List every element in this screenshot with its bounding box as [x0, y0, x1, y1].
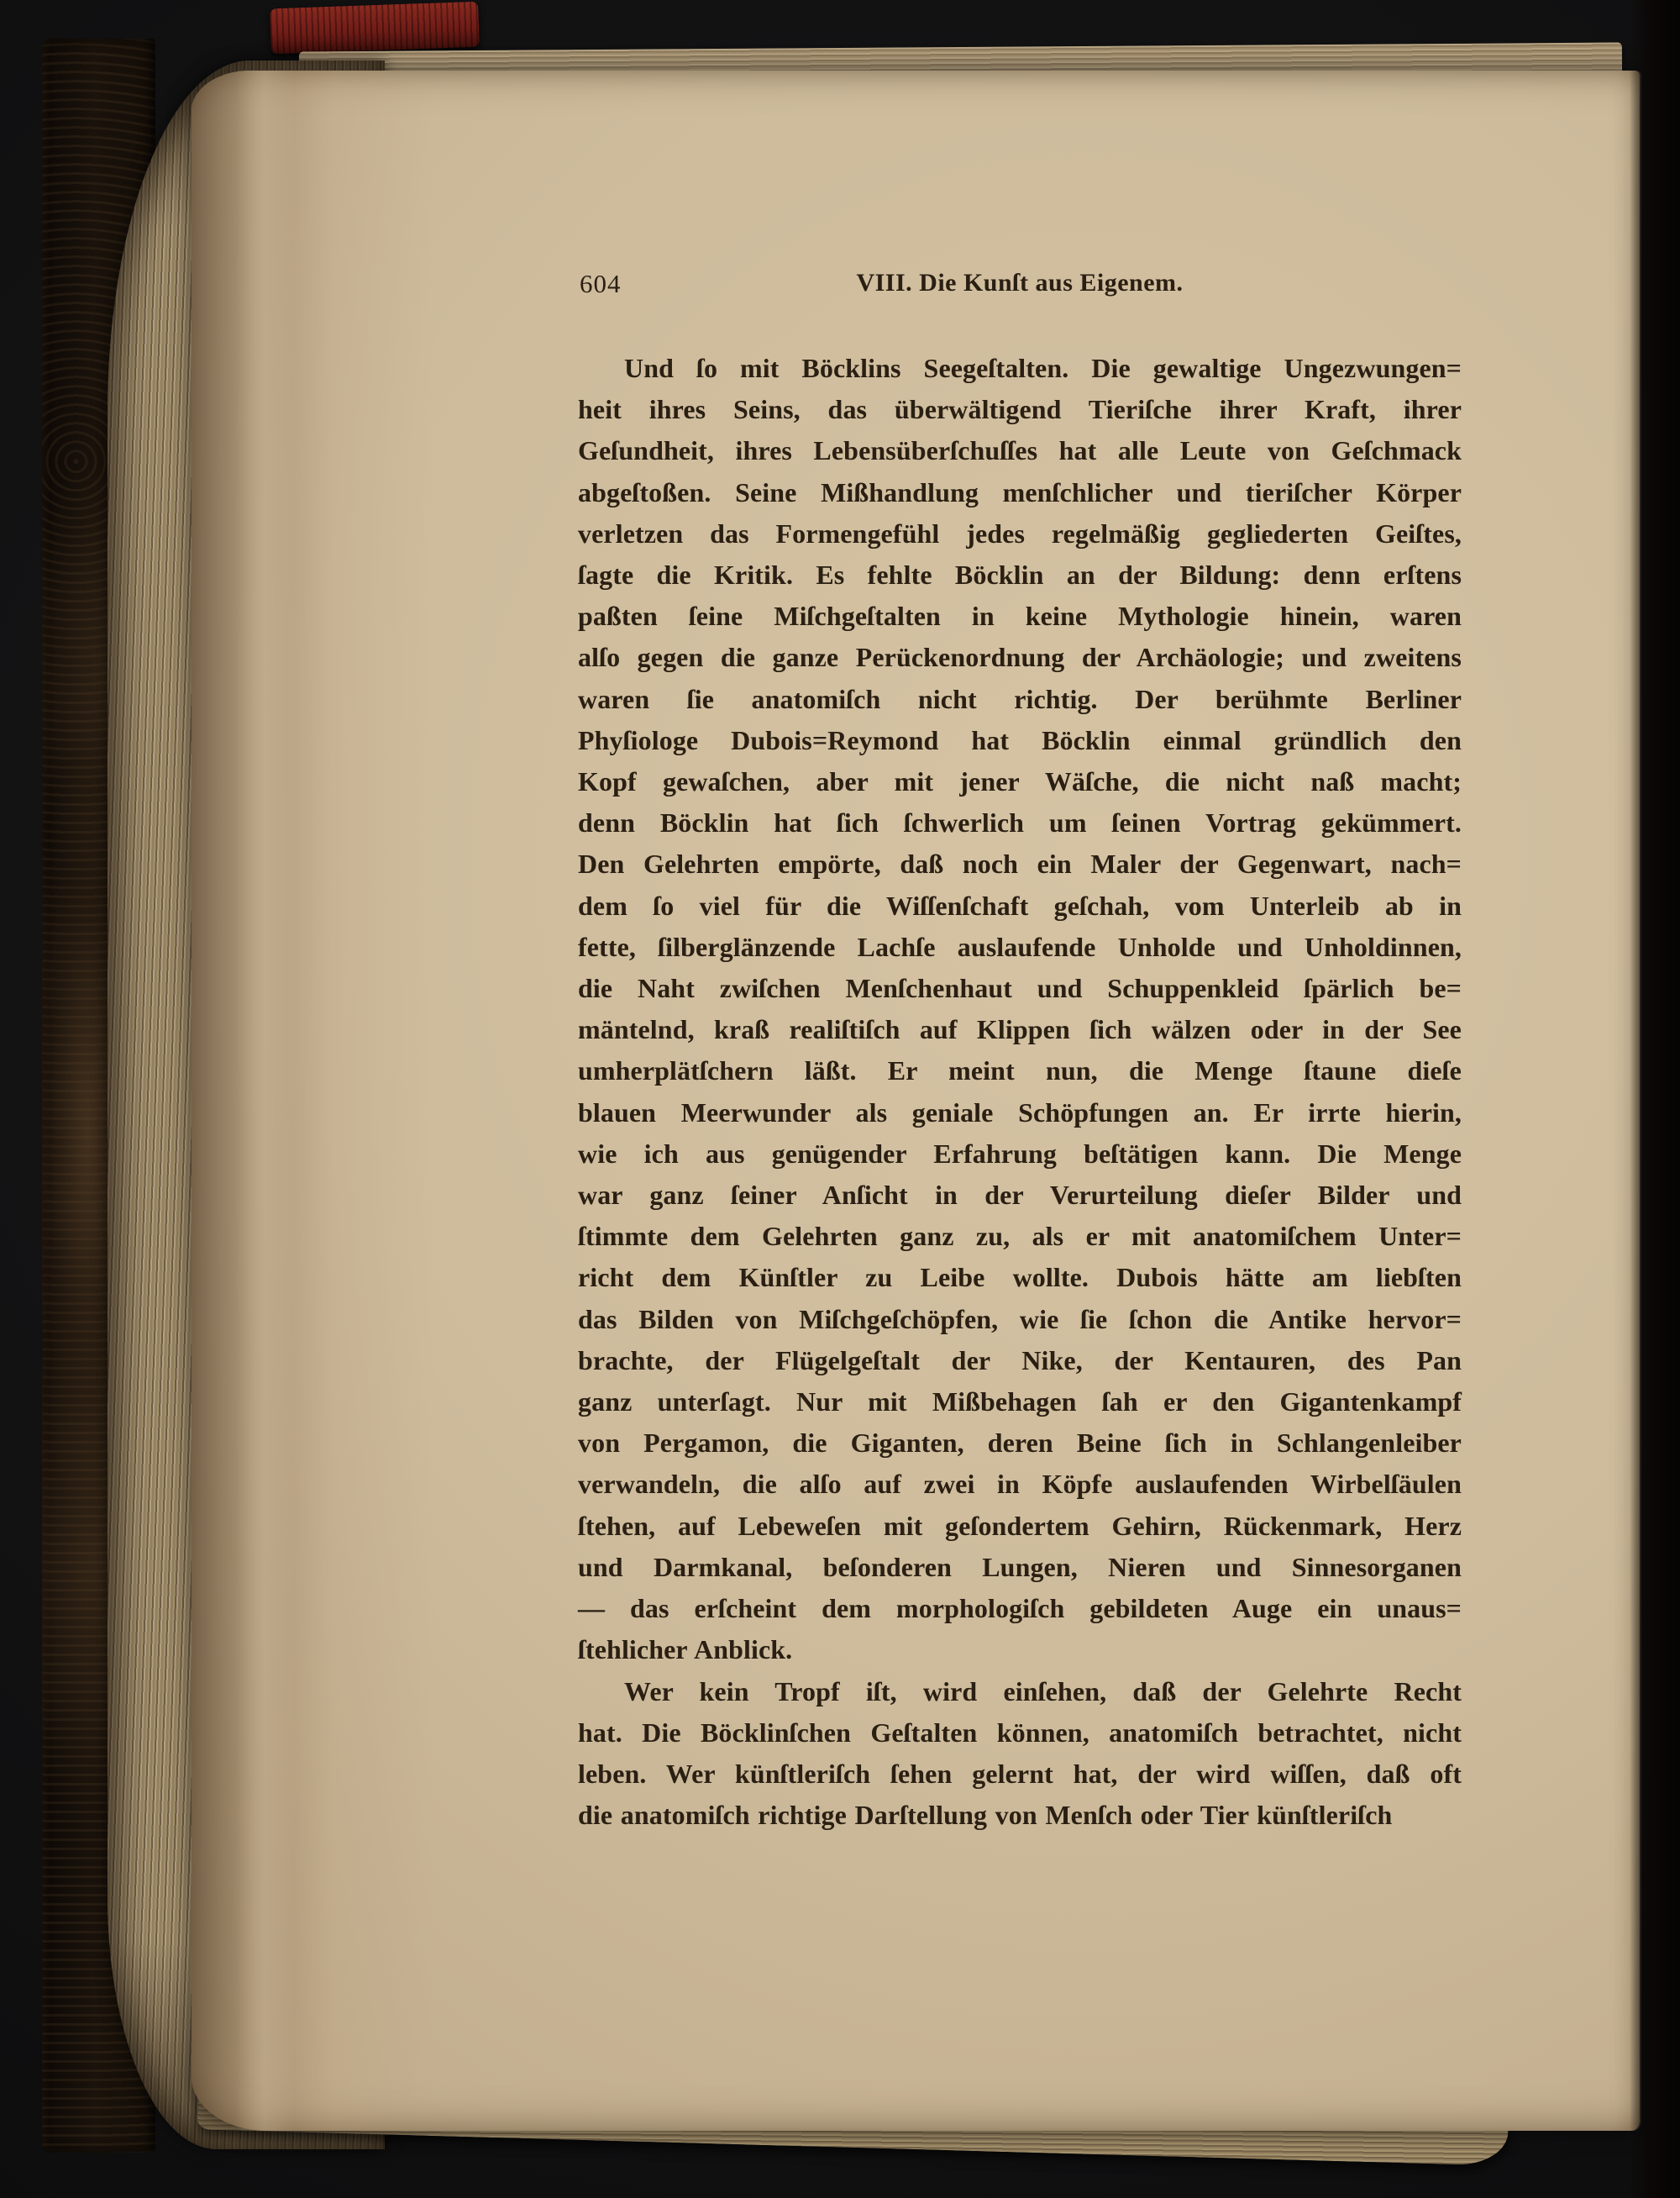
text-line: — das erſcheint dem morphologiſch gebildeten Auge ein unaus= — [578, 1593, 1462, 1624]
text-line: ſagte die Kritik. Es fehlte Böcklin an der Bildung: denn erſtens — [578, 560, 1462, 591]
text-line: brachte, der Flügelgeſtalt der Nike, der Kentauren, des Pan — [578, 1344, 1462, 1375]
text-line: Kopf gewaſchen, aber mit jener Wäſche, die nicht naß macht; — [578, 766, 1462, 797]
text-line: heit ihres Seins, das überwältigend Tieriſche ihrer Kraft, ihrer — [578, 394, 1462, 425]
chapter-title: VIII. Die Kunſt aus Eigenem. — [856, 269, 1184, 297]
text-line: dem ſo viel für die Wiſſenſchaft geſchah, vom Unterleib ab in — [578, 890, 1462, 921]
text-line: paßten ſeine Miſchgeſtalten in keine Mythologie hinein, waren — [578, 601, 1462, 632]
text-line: hat. Die Böcklinſchen Geſtalten können, anatomiſch betrachtet, nicht — [578, 1717, 1462, 1748]
text-block — [578, 266, 1462, 1836]
text-line: wie ich aus genügender Erfahrung beſtätigen kann. Die Menge — [578, 1138, 1462, 1169]
text-line: Den Gelehrten empörte, daß noch ein Maler der Gegenwart, nach= — [578, 849, 1462, 880]
text-line: denn Böcklin hat ſich ſchwerlich um ſeinen Vortrag gekümmert. — [578, 807, 1462, 839]
text-line: ſtimmte dem Gelehrten ganz zu, als er mit anatomiſchem Unter= — [578, 1221, 1462, 1252]
text-line: umherplätſchern läßt. Er meint nun, die Menge ſtaune dieſe — [578, 1055, 1462, 1086]
text-line: Geſundheit, ihres Lebensüberſchuſſes hat alle Leute von Geſchmack — [578, 435, 1462, 466]
text-line: das Bilden von Miſchgeſchöpfen, wie ſie ſchon die Antike hervor= — [578, 1303, 1462, 1334]
text-line: ſtehen, auf Lebeweſen mit geſondertem Gehirn, Rückenmark, Herz — [578, 1510, 1462, 1541]
text-line: richt dem Künſtler zu Leibe wollte. Dubois hätte am liebſten — [578, 1262, 1462, 1293]
text-line: ſtehlicher Anblick. — [578, 1634, 793, 1665]
text-line: Phyſiologe Dubois=Reymond hat Böcklin einmal gründlich den — [578, 724, 1462, 755]
text-line: ganz unterſagt. Nur mit Mißbehagen ſah er den Gigantenkampf — [578, 1386, 1462, 1417]
text-line: Und ſo mit Böcklins Seegeſtalten. Die gewaltige Ungezwungen= — [624, 353, 1462, 383]
book-page — [192, 71, 1640, 2131]
text-line: und Darmkanal, beſonderen Lungen, Nieren und Sinnesorganen — [578, 1551, 1462, 1582]
text-line: waren ſie anatomiſch nicht richtig. Der berühmte Berliner — [578, 683, 1462, 714]
text-line: verletzen das Formengefühl jedes regelmäßig gegliederten Geiſtes, — [578, 518, 1462, 549]
gutter-shadow — [1630, 0, 1680, 2198]
text-line: die anatomiſch richtige Darſtellung von Menſch oder Tier künſtleriſch — [578, 1800, 1393, 1831]
paragraphs — [578, 348, 1462, 1836]
text-line: Wer kein Tropf iſt, wird einſehen, daß der Gelehrte Recht — [624, 1675, 1462, 1706]
page-number: 604 — [580, 269, 622, 298]
text-line: abgeſtoßen. Seine Mißhandlung menſchlicher und tieriſcher Körper — [578, 476, 1462, 507]
text-line: verwandeln, die alſo auf zwei in Köpfe auslaufenden Wirbelſäulen — [578, 1469, 1462, 1500]
book-top-edge-red — [270, 2, 480, 55]
text-line: blauen Meerwunder als geniale Schöpfungen an. Er irrte hierin, — [578, 1096, 1462, 1128]
paragraph — [578, 348, 1462, 1671]
paragraph — [578, 1671, 1462, 1837]
text-line: die Naht zwiſchen Menſchenhaut und Schuppenkleid ſpärlich be= — [578, 973, 1462, 1004]
text-line: fette, ſilberglänzende Lachſe auslaufende Unholde und Unholdinnen, — [578, 931, 1462, 962]
text-line: war ganz ſeiner Anſicht in der Verurteilung dieſer Bilder und — [578, 1180, 1462, 1211]
text-line: alſo gegen die ganze Perückenordnung der Archäologie; und zweitens — [578, 642, 1462, 673]
text-line: von Pergamon, die Giganten, deren Beine ſich in Schlangenleiber — [578, 1428, 1462, 1459]
text-line: mäntelnd, kraß realiſtiſch auf Klippen ſich wälzen oder in der See — [578, 1014, 1462, 1045]
running-head — [578, 266, 1462, 309]
text-line: leben. Wer künſtleriſch ſehen gelernt hat, der wird wiſſen, daß oft — [578, 1758, 1462, 1789]
